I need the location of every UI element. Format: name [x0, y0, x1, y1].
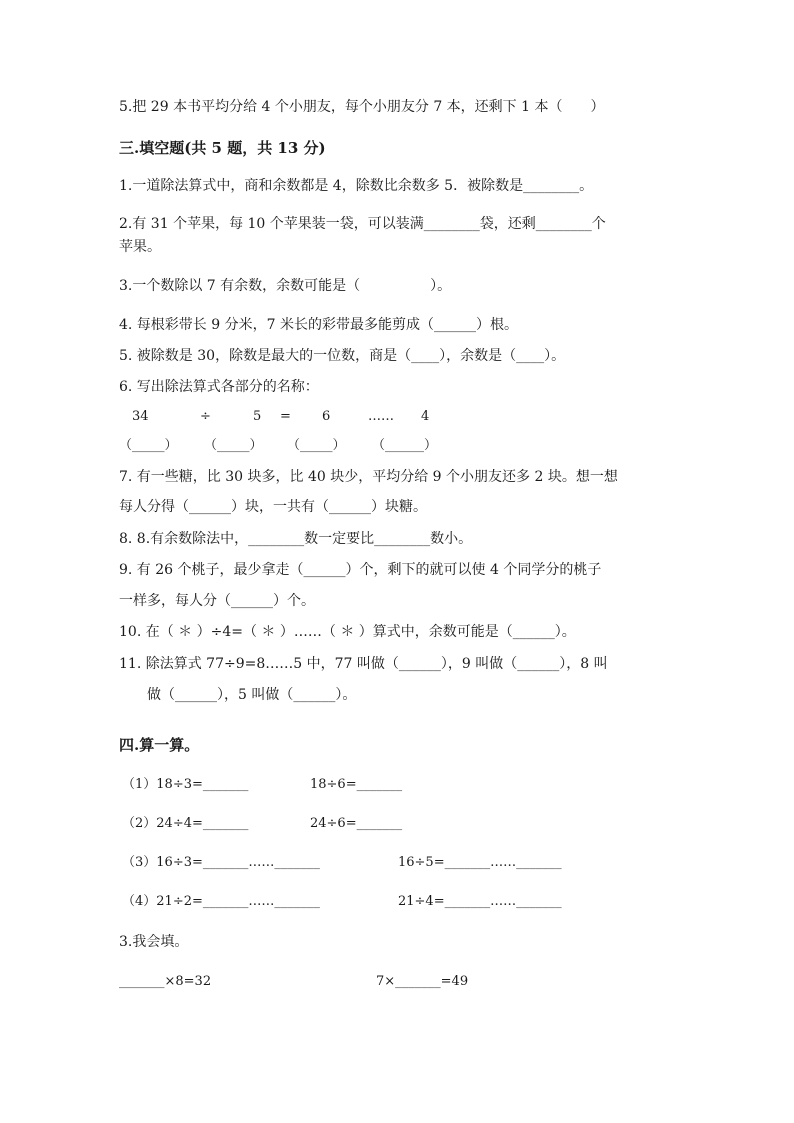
fill-question-10: 10. 在（ ＊ ）÷4=（ ＊ ）……（ ＊ ）算式中，余数可能是（______）。 [119, 624, 576, 640]
fill-question-7-line-1: 7. 有一些糖，比 30 块多，比 40 块少，平均分给 9 个小朋友还多 2 块。想一想 [119, 469, 618, 485]
fill-question-7-line-2: 每人分得（______）块，一共有（______）块糖。 [119, 499, 427, 515]
equals-sign: = [280, 409, 291, 424]
fill-question-11-line-2: 做（______），5 叫做（______）。 [147, 687, 357, 703]
divisor-value: 5 [253, 409, 262, 424]
calc-right: 24÷6=_______ [310, 816, 403, 831]
section-3-title: 三.填空题(共 5 题，共 13 分) [119, 139, 326, 157]
fill-in-title: 3.我会填。 [119, 934, 189, 950]
section-4-title: 四.算一算。 [119, 736, 200, 754]
name-blank-2: （_____） [204, 438, 263, 453]
fill-in-right: 7×_______=49 [376, 974, 469, 989]
dividend-value: 34 [132, 409, 149, 424]
calc-left: （3）16÷3=_______……_______ [122, 855, 320, 870]
fill-question-1: 1.一道除法算式中，商和余数都是 4，除数比余数多 5．被除数是________。 [119, 178, 594, 194]
name-blank-3: （_____） [287, 438, 346, 453]
fill-question-8: 8. 8.有余数除法中，________数一定要比________数小。 [119, 531, 473, 547]
fill-in-left: _______×8=32 [119, 974, 212, 989]
calc-right: 21÷4=_______……_______ [398, 894, 562, 909]
fill-question-2-line-2: 苹果。 [119, 239, 161, 255]
name-blank-4: （______） [372, 438, 438, 453]
name-blank-1: （_____） [119, 438, 178, 453]
remainder-value: 4 [421, 409, 430, 424]
ellipsis-sign: …… [368, 409, 394, 424]
divide-sign: ÷ [200, 409, 211, 424]
fill-question-6-title: 6. 写出除法算式各部分的名称： [119, 379, 319, 395]
calc-left: （1）18÷3=_______ [122, 777, 249, 792]
judge-question-5: 5.把 29 本书平均分给 4 个小朋友，每个小朋友分 7 本，还剩下 1 本（ ） [119, 99, 605, 115]
quotient-value: 6 [322, 409, 331, 424]
fill-question-9-line-2: 一样多，每人分（______）个。 [119, 593, 315, 609]
fill-question-4: 4. 每根彩带长 9 分米，7 米长的彩带最多能剪成（______）根。 [119, 317, 518, 333]
fill-question-5: 5. 被除数是 30，除数是最大的一位数，商是（____），余数是（____）。 [119, 348, 566, 364]
calc-right: 16÷5=_______……_______ [398, 855, 562, 870]
fill-question-9-line-1: 9. 有 26 个桃子，最少拿走（______）个，剩下的就可以使 4 个同学分的桃子 [119, 562, 602, 578]
calc-left: （2）24÷4=_______ [122, 816, 249, 831]
fill-question-2-line-1: 2.有 31 个苹果，每 10 个苹果装一袋，可以装满________袋，还剩________个 [119, 216, 606, 232]
fill-question-11-line-1: 11. 除法算式 77÷9=8……5 中，77 叫做（______），9 叫做（______），8 叫 [119, 656, 608, 672]
calc-left: （4）21÷2=_______……_______ [122, 894, 320, 909]
calc-right: 18÷6=_______ [310, 777, 403, 792]
fill-question-3: 3.一个数除以 7 有余数，余数可能是（ ）。 [119, 278, 452, 294]
